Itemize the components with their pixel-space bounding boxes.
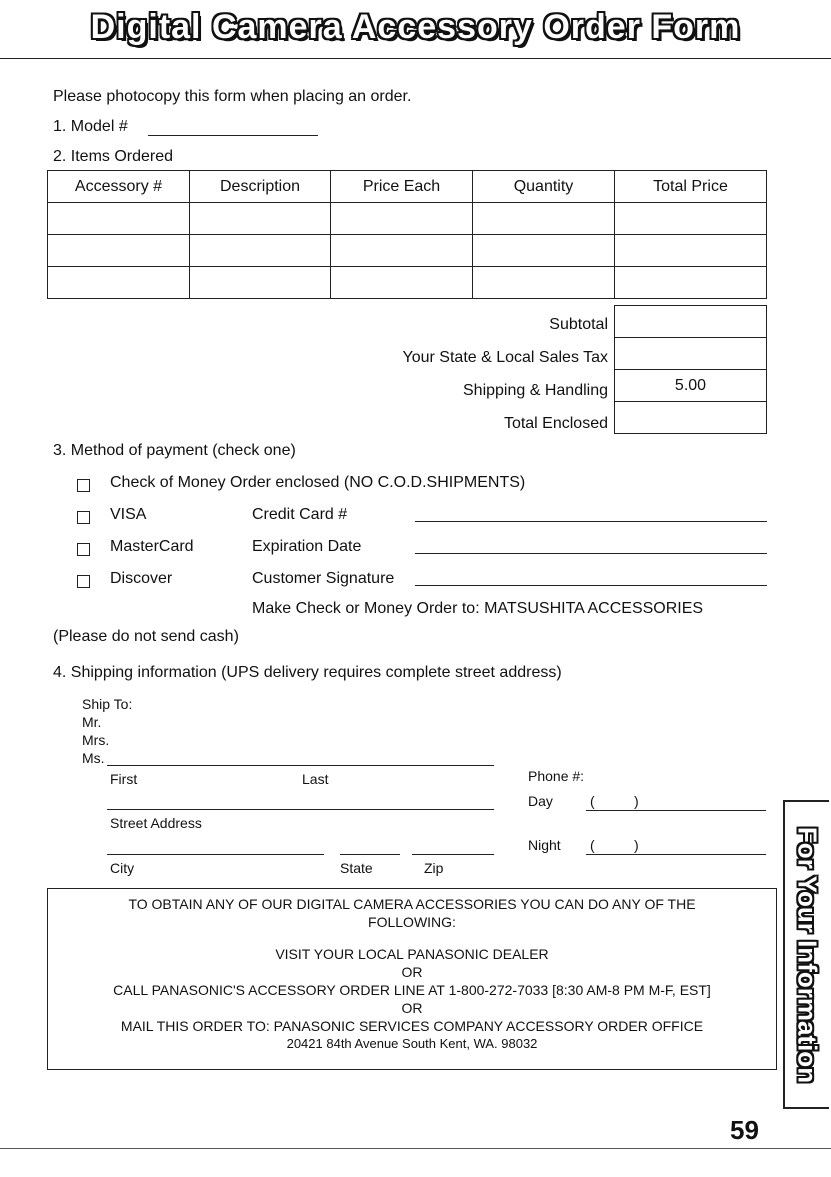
credit-card-label: Credit Card #	[252, 506, 348, 523]
expiration-label: Expiration Date	[252, 538, 362, 555]
table-row[interactable]	[48, 203, 767, 235]
info-line-1: TO OBTAIN ANY OF OUR DIGITAL CAMERA ACCESSORIES YOU CAN DO ANY OF THE	[128, 896, 696, 912]
table-row[interactable]	[48, 267, 767, 299]
discover-checkbox[interactable]	[77, 575, 90, 588]
info-line-3: VISIT YOUR LOCAL PANASONIC DEALER	[275, 946, 549, 962]
totals-table	[614, 305, 767, 434]
header-quantity: Quantity	[473, 171, 615, 203]
info-line-2: FOLLOWING:	[368, 914, 456, 930]
expiration-field[interactable]	[415, 553, 767, 554]
street-address-label: Street Address	[110, 815, 202, 831]
shipping-handling-label: Shipping & Handling	[463, 382, 608, 399]
table-cell[interactable]	[331, 235, 473, 267]
header-total-price: Total Price	[615, 171, 767, 203]
page-number: 59	[730, 1115, 759, 1145]
info-or-1: OR	[401, 964, 423, 980]
info-or-2: OR	[401, 1000, 423, 1016]
header-description: Description	[190, 171, 331, 203]
zip-field[interactable]	[412, 854, 494, 855]
street-address-field[interactable]	[107, 809, 494, 810]
visa-label: VISA	[110, 506, 147, 523]
table-row[interactable]	[48, 235, 767, 267]
table-cell[interactable]	[48, 203, 190, 235]
name-field[interactable]	[107, 765, 494, 766]
state-field[interactable]	[340, 854, 400, 855]
day-phone-field[interactable]	[586, 810, 766, 811]
tax-label: Your State & Local Sales Tax	[402, 349, 608, 366]
mastercard-label: MasterCard	[110, 538, 194, 555]
last-name-label: Last	[302, 771, 329, 787]
day-paren-close: )	[634, 793, 639, 809]
info-line-4: CALL PANASONIC'S ACCESSORY ORDER LINE AT 1-800-272-7033 [8:30 AM-8 PM M-F, EST]	[113, 982, 711, 998]
discover-label: Discover	[110, 570, 173, 587]
subtotal-field[interactable]	[615, 306, 767, 338]
info-line-6: 20421 84th Avenue South Kent, WA. 98032	[286, 1036, 538, 1051]
table-cell[interactable]	[615, 235, 767, 267]
night-paren-open: (	[590, 837, 595, 853]
signature-field[interactable]	[415, 585, 767, 586]
table-cell[interactable]	[331, 267, 473, 299]
table-cell[interactable]	[190, 203, 331, 235]
side-tab	[783, 800, 829, 1109]
total-enclosed-label: Total Enclosed	[503, 415, 608, 432]
table-cell[interactable]	[473, 203, 615, 235]
table-cell[interactable]	[48, 235, 190, 267]
shipping-handling-value: 5.00	[615, 370, 767, 402]
items-table	[47, 170, 767, 299]
title-divider	[0, 58, 831, 59]
table-cell[interactable]	[190, 267, 331, 299]
table-cell[interactable]	[190, 235, 331, 267]
header-accessory: Accessory #	[48, 171, 190, 203]
items-ordered-label: 2. Items Ordered	[53, 148, 174, 165]
info-line-5: MAIL THIS ORDER TO: PANASONIC SERVICES COMPANY ACCESSORY ORDER OFFICE	[120, 1018, 704, 1034]
mrs-label: Mrs.	[82, 732, 110, 748]
table-cell[interactable]	[331, 203, 473, 235]
payment-heading: 3. Method of payment (check one)	[53, 442, 296, 459]
page-title: Digital Camera Accessory Order Form	[90, 8, 741, 46]
header-price-each: Price Each	[331, 171, 473, 203]
night-phone-label: Night	[528, 837, 561, 853]
subtotal-label: Subtotal	[549, 316, 608, 333]
check-option-label: Check of Money Order enclosed (NO C.O.D.SHIPMENTS)	[110, 474, 526, 491]
night-phone-field[interactable]	[586, 854, 766, 855]
model-field[interactable]	[148, 135, 318, 136]
city-field[interactable]	[107, 854, 324, 855]
signature-label: Customer Signature	[252, 570, 395, 587]
table-cell[interactable]	[48, 267, 190, 299]
table-cell[interactable]	[473, 235, 615, 267]
shipping-heading: 4. Shipping information (UPS delivery requires complete street address)	[53, 664, 562, 681]
table-header-row	[48, 171, 767, 203]
total-enclosed-field[interactable]	[615, 402, 767, 434]
ms-label: Ms.	[82, 750, 105, 766]
ordering-info-box	[47, 888, 777, 1070]
model-label: 1. Model #	[53, 118, 128, 135]
ship-to-label: Ship To:	[82, 696, 133, 712]
day-paren-open: (	[590, 793, 595, 809]
mr-label: Mr.	[82, 714, 102, 730]
intro-text: Please photocopy this form when placing an order.	[53, 88, 412, 105]
first-name-label: First	[110, 771, 138, 787]
side-tab-label: For Your Information	[792, 826, 823, 1083]
visa-checkbox[interactable]	[77, 511, 90, 524]
footer-divider	[0, 1148, 831, 1149]
tax-field[interactable]	[615, 338, 767, 370]
no-cash-note: (Please do not send cash)	[53, 628, 239, 645]
check-checkbox[interactable]	[77, 479, 90, 492]
table-cell[interactable]	[615, 267, 767, 299]
table-cell[interactable]	[615, 203, 767, 235]
payable-to-text: Make Check or Money Order to: MATSUSHITA ACCESSORIES	[252, 600, 704, 617]
state-label: State	[340, 860, 373, 876]
phone-label: Phone #:	[528, 768, 585, 784]
mastercard-checkbox[interactable]	[77, 543, 90, 556]
table-cell[interactable]	[473, 267, 615, 299]
zip-label: Zip	[424, 860, 444, 876]
city-label: City	[110, 860, 135, 876]
day-phone-label: Day	[528, 793, 553, 809]
night-paren-close: )	[634, 837, 639, 853]
credit-card-field[interactable]	[415, 521, 767, 522]
